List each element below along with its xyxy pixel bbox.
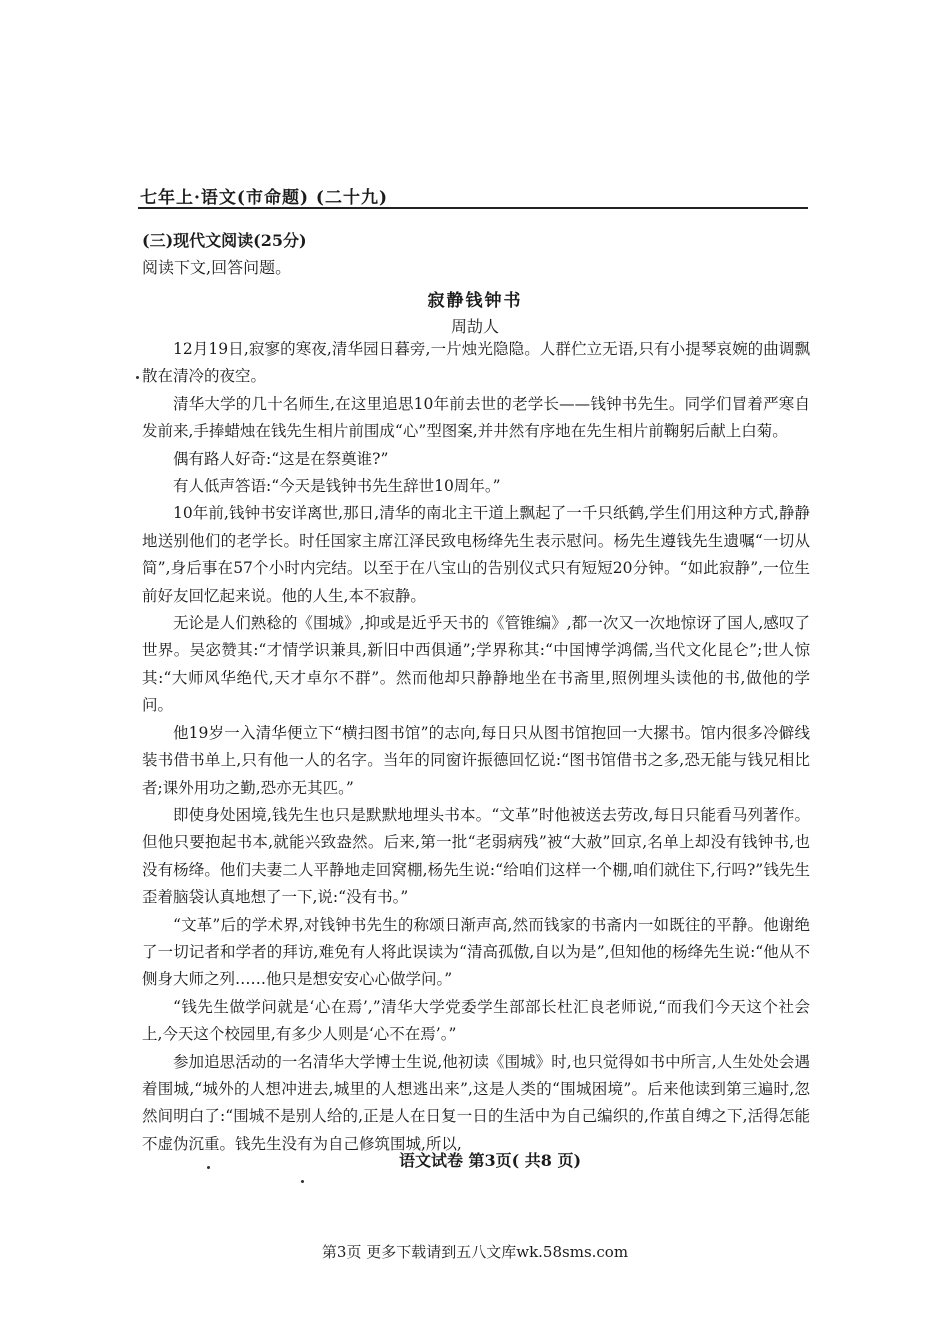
paragraph: 12月19日,寂寥的寒夜,清华园日暮旁,一片烛光隐隐。人群伫立无语,只有小提琴哀婉的曲调飘散在清冷的夜空。: [142, 340, 810, 386]
paragraph: 参加追思活动的一名清华大学博士生说,他初读《围城》时,也只觉得如书中所言,人生处处会遇着围城,“城外的人想冲进去,城里的人想逃出来”,这是人类的“围城困境”。后来他读到第三遍时,忽然间明白了:“围城不是别人给的,正是人在日复一日的生活中为自己编织的,作茧自缚之下,活得怎能不虚伪沉重。钱先生没有为自己修筑围城,所以,: [142, 1052, 810, 1153]
scan-speck: [301, 1180, 304, 1183]
paragraph: 即使身处困境,钱先生也只是默默地埋头书本。“文革”时他被送去劳改,每日只能看马列著作。但他只要抱起书本,就能兴致盎然。后来,第一批“老弱病残”被“大赦”回京,名单上却没有钱钟书,也没有杨绛。他们夫妻二人平静地走回窝棚,杨先生说:“给咱们这样一个棚,咱们就住下,行吗?”钱先生歪着脑袋认真地想了一下,说:“没有书。”: [142, 805, 810, 907]
section-title: (三)现代文阅读(25分): [142, 231, 307, 250]
article-author: 周劼人: [450, 317, 499, 336]
article-body: [142, 336, 810, 1158]
paragraph: “文革”后的学术界,对钱钟书先生的称颂日渐声高,然而钱家的书斋内一如既往的平静。他谢绝了一切记者和学者的拜访,难免有人将此误读为“清高孤傲,自以为是”,但知他的杨绛先生说:“他从不侧身大师之列……他只是想安安心心做学问。”: [142, 915, 810, 989]
paragraph: 10年前,钱钟书安详离世,那日,清华的南北主干道上飘起了一千只纸鹤,学生们用这种方式,静静地送别他们的老学长。时任国家主席江泽民致电杨绛先生表示慰问。杨先生遵钱先生遗嘱“一切从简”,身后事在57个小时内完结。以至于在八宝山的告别仪式只有短短20分钟。“如此寂静”,一位生前好友回忆起来说。他的人生,本不寂静。: [142, 504, 810, 605]
paragraph: 清华大学的几十名师生,在这里追思10年前去世的老学长——钱钟书先生。同学们冒着严寒自发前来,手捧蜡烛在钱先生相片前围成“心”型图案,并井然有序地在先生相片前鞠躬后献上白菊。: [142, 394, 810, 441]
paragraph: 无论是人们熟稔的《围城》,抑或是近乎天书的《管锥编》,都一次又一次地惊讶了国人,感叹了世界。吴宓赞其:“才情学识兼具,新旧中西俱通”;学界称其:“中国博学鸿儒,当代文化昆仑”;世人惊其:“大师风华绝代,天才卓尔不群”。然而他却只静静地坐在书斋里,照例埋头读他的书,做他的学问。: [142, 614, 810, 715]
paragraph: “钱先生做学问就是‘心在焉’,”清华大学党委学生部部长杜汇良老师说,“而我们今天这个社会上,今天这个校园里,有多少人则是‘心不在焉’。”: [142, 997, 810, 1044]
paragraph: 他19岁一入清华便立下“横扫图书馆”的志向,每日只从图书馆抱回一大摞书。馆内很多冷僻线装书借书单上,只有他一人的名字。当年的同窗许振德回忆说:“图书馆借书之多,恐无能与钱兄相比者;课外用功之勤,恐亦无其匹。”: [142, 723, 810, 797]
scan-speck: [136, 376, 139, 379]
page-header: 七年上·语文(市命题) (二十九): [140, 188, 389, 208]
download-note: 第3页 更多下载请到五八文库wk.58sms.com: [321, 1243, 629, 1261]
article-title: 寂静钱钟书: [427, 291, 523, 311]
header-divider: [138, 207, 808, 209]
paragraph: 有人低声答语:“今天是钱钟书先生辞世10周年。”: [173, 477, 501, 496]
section-instruction: 阅读下文,回答问题。: [142, 258, 292, 277]
paragraph: 偶有路人好奇:“这是在祭奠谁?”: [173, 449, 389, 468]
page-footer: 语文试卷 第3页( 共8 页): [398, 1151, 582, 1170]
